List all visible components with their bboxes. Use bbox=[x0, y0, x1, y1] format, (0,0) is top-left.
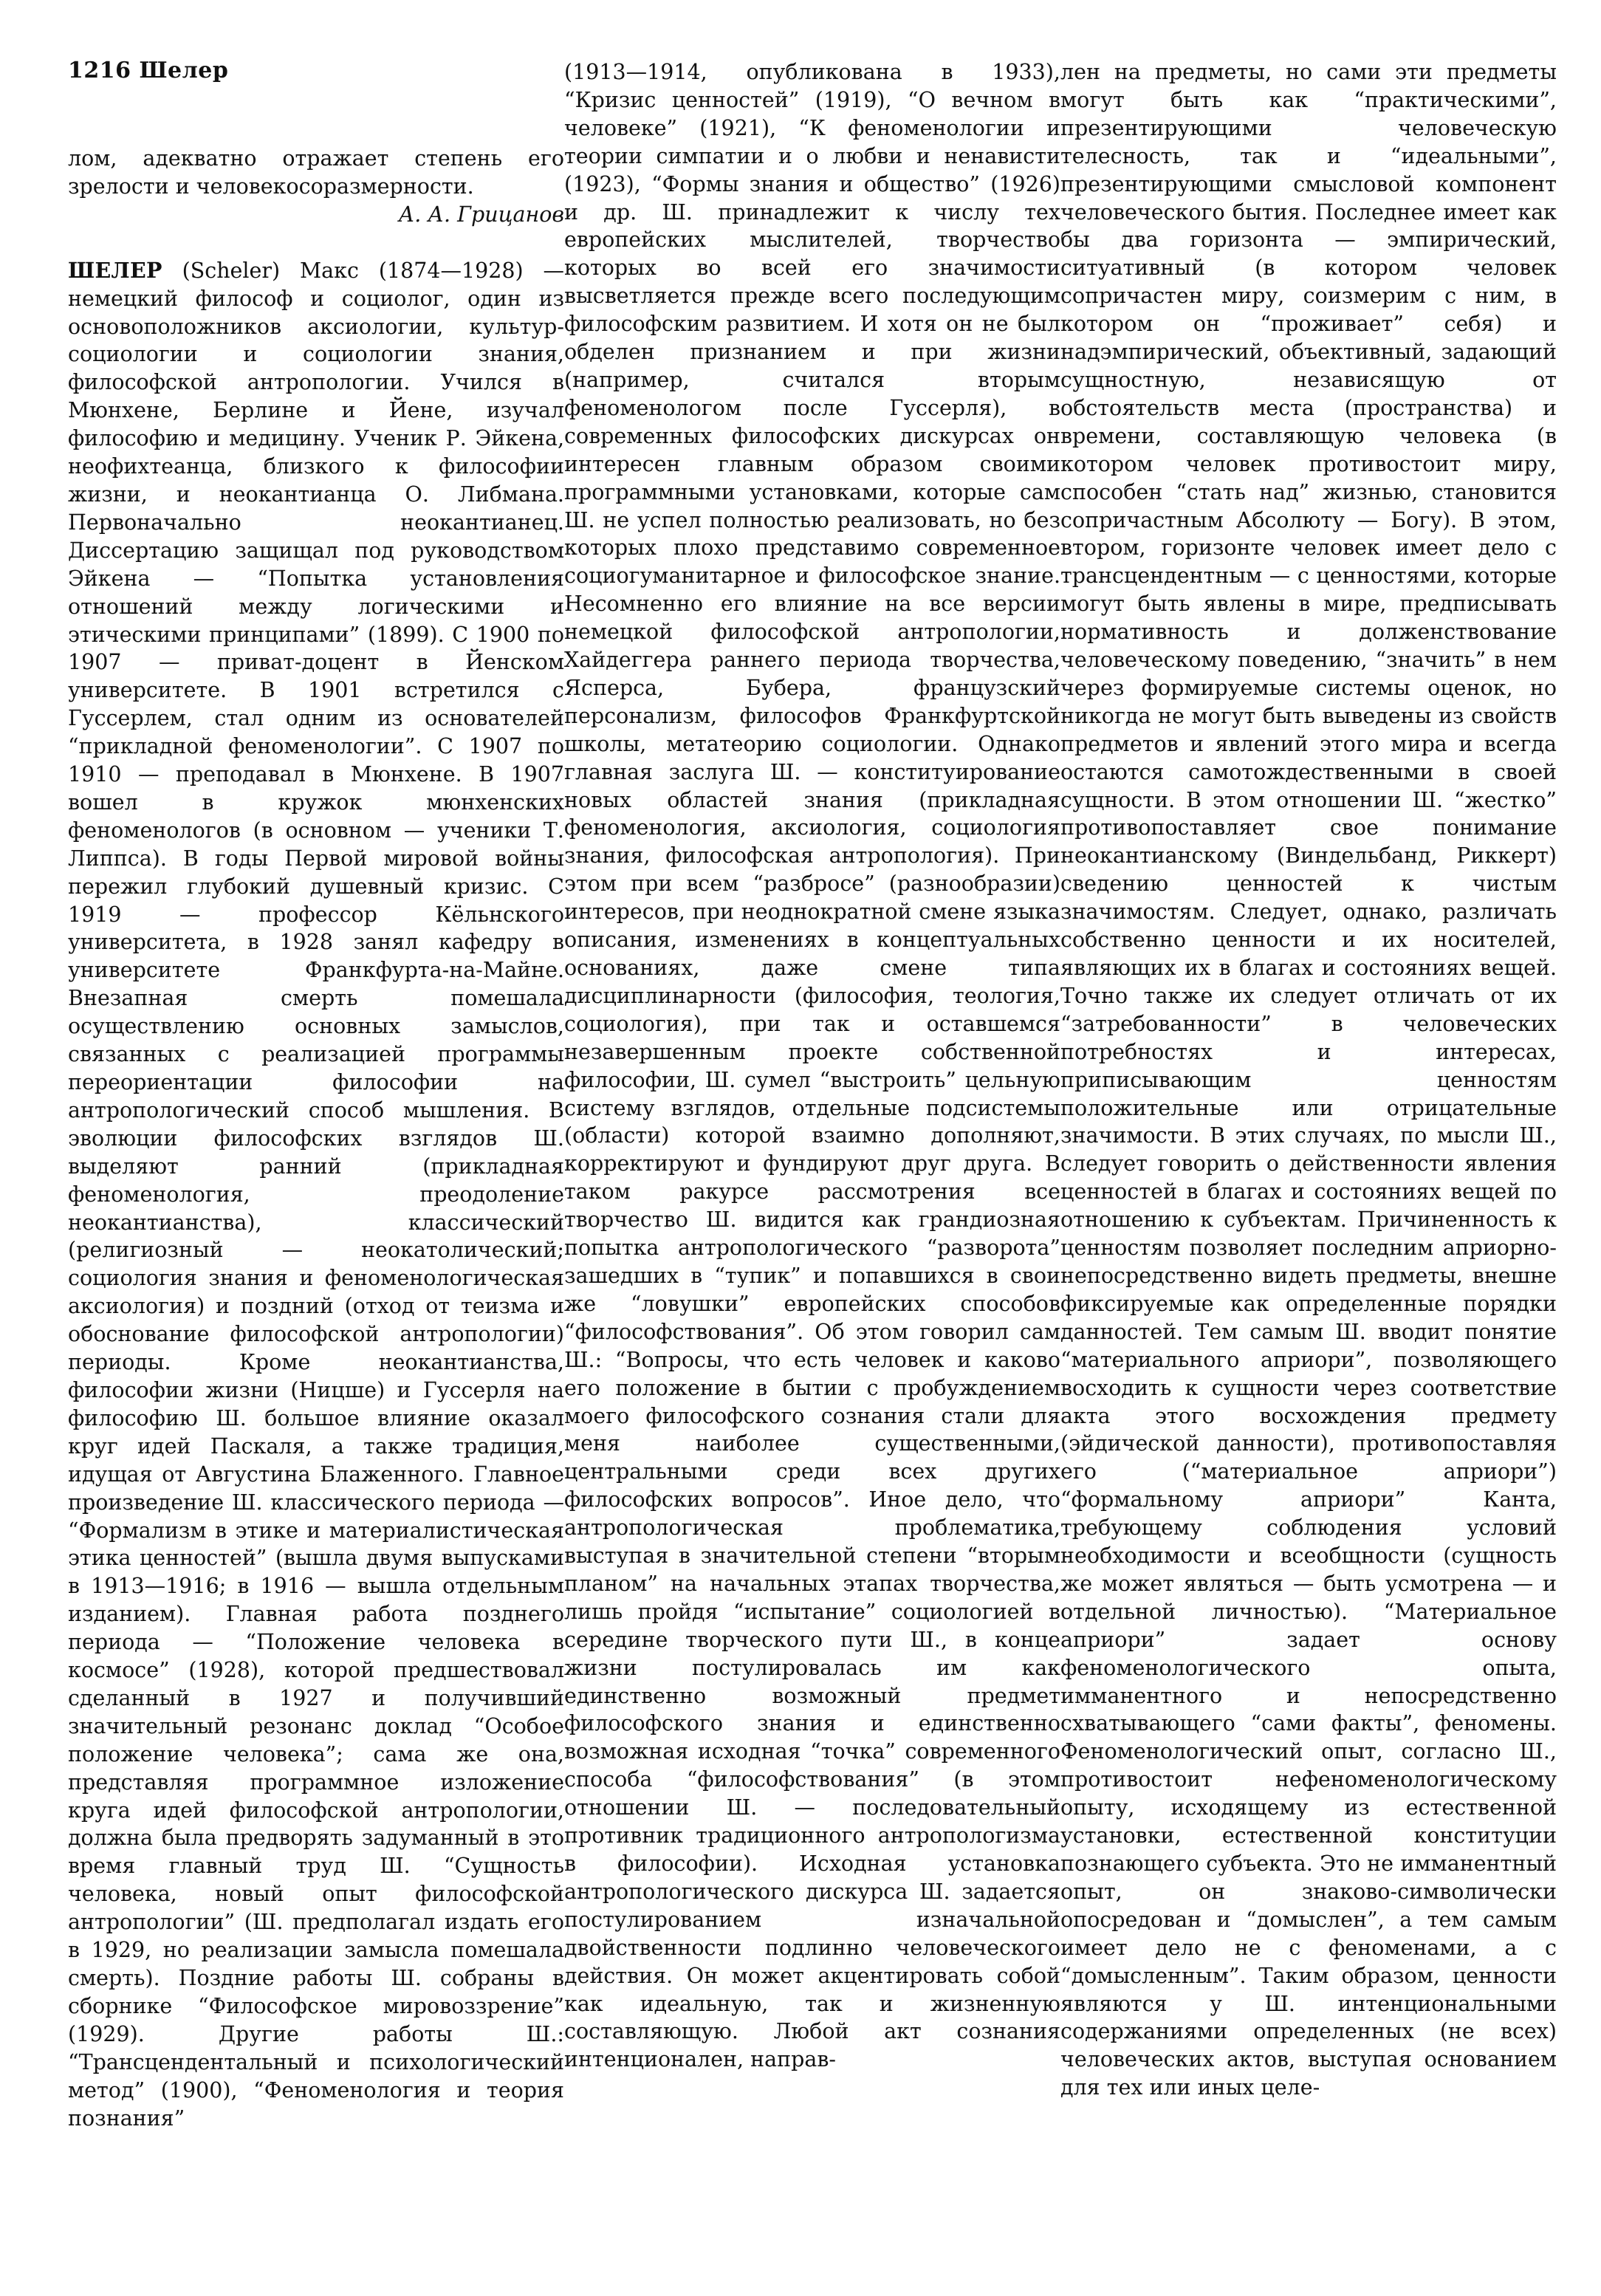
running-title: Шелер bbox=[139, 58, 229, 83]
column-left bbox=[68, 145, 564, 2132]
previous-entry-tail: лом, адекватно отражает степень его зрелости и человекосоразмерности. bbox=[68, 146, 564, 199]
running-header bbox=[68, 58, 228, 83]
entry-body-start: (Scheler) Макс (1874—1928) — немецкий философ и социолог, один из основоположников аксиологии, культур-социологии и социологии знания, философской антропологии. Учился в Мюнхене, Берлине и Йене, изучал философию и медицину. Ученик Р. Эйкена, неофихтеанца, близкого к философии жизни, и неокантианца О. Либмана. Первоначально неокантианец. Диссертацию защищал под руководством Эйкена — “Попытка установления отношений между логическими и этическими принципами” (1899). С 1900 по 1907 — приват-доцент в Йенском университете. В 1901 встретился с Гуссерлем, стал одним из основателей “прикладной феноменологии”. С 1907 по 1910 — преподавал в Мюнхене. В 1907 вошел в кружок мюнхенских феноменологов (в основном — ученики Т. Липпса). В годы Первой мировой войны пережил глубокий душевный кризис. С 1919 — профессор Кёльнского университета, в 1928 занял кафедру в университете Франкфурта-на-Майне. Внезапная смерть помешала осуществлению основных замыслов, связанных с реализацией программы переориентации философии на антропологический способ мышления. В эволюции философских взглядов Ш. выделяют ранний (прикладная феноменология, преодоление неокантианства), классический (религиозный — неокатолический; социология знания и феноменологическая аксиология) и поздний (отход от теизма и обоснование философской антропологии) периоды. Кроме неокантианства, философии жизни (Ницше) и Гуссерля на философию Ш. большое влияние оказал круг идей Паскаля, а также традиция, идущая от Августина Блаженного. Главное произведение Ш. классического периода — “Формализм в этике и материалистическая этика ценностей” (вышла двумя выпусками в 1913—1916; в 1916 — вышла отдельным изданием). Главная работа позднего периода — “Положение человека в космосе” (1928), которой предшествовал сделанный в 1927 и получивший значительный резонанс доклад “Особое положение человека”; сама же она, представляя программное изложение круга идей философской антропологии, должна была предворять задуманный в это время главный труд Ш. “Сущность человека, новый опыт философской антропологии” (Ш. предполагал издать его в 1929, но реализации замысла помешала смерть). Поздние работы Ш. собраны в сборнике “Философское мировоззрение” (1929). Другие работы Ш.: “Трансцендентальный и психологический метод” (1900), “Феноменология и теория познания” bbox=[68, 258, 564, 2131]
author-signature: А. А. Грицанов bbox=[398, 202, 564, 227]
entry-body-right: лен на предметы, но сами эти предметы могут быть как “практическими”, презентирующими человеческую телесность, так и “идеальными”, презентирующими смысловой компонент человеческого бытия. Последнее имеет как бы два горизонта — эмпирический, ситуативный (в котором человек сопричастен миру, соизмерим с ним, в котором он “проживает” себя) и надэмпирический, объективный, задающий сущностную, независящую от обстоятельств места (пространства) и времени, составляющую человека (в котором человек противостоит миру, способен “стать над” жизнью, становится сопричастным Абсолюту — Богу). В этом, втором, горизонте человек имеет дело с трансцендентным — с ценностями, которые могут быть явлены в мире, предписывать нормативность и долженствование человеческому поведению, “значить” в нем через формируемые системы оценок, но никогда не могут быть выведены из свойств предметов и явлений этого мира и всегда остаются самотождественными в своей сущности. В этом отношении Ш. “жестко” противопоставляет свое понимание неокантианскому (Виндельбанд, Риккерт) сведению ценностей к чистым значимостям. Следует, однако, различать собственно ценности и их носителей, являющих их в благах и состояниях вещей. Точно также их следует отличать от их “затребованности” в человеческих потребностях и интересах, приписывающим ценностям положительные или отрицательные значимости. В этих случаях, по мысли Ш., следует говорить о действенности явления ценностей в благах и состояниях вещей по отношению к субъектам. Причиненность к ценностям позволяет последним априорно-непосредственно видеть предметы, внешне фиксируемые как определенные порядки данностей. Тем самым Ш. вводит понятие “материального априори”, позволяющего восходить к сущности через соответствие акта этого восхождения предмету (эйдической данности), противопоставляя его (“материальное априори”) “формальному априори” Канта, требующему соблюдения условий необходимости и всеобщности (сущность же может являться — быть усмотрена — и отдельной личностью). “Материальное априори” задает основу феноменологического опыта, имманентного и непосредственно схватывающего “сами факты”, феномены. Феноменологический опыт, согласно Ш., противостоит нефеноменологическому опыту, исходящему из естественной установки, естественной конституции познающего субъекта. Это не имманентный опыт, он знаково-символически опосредован и “домыслен”, а тем самым имеет дело не с феноменами, а с “домысленным”. Таким образом, ценности являются у Ш. интенциональными содержаниями определенных (не всех) человеческих актов, выступая основанием для тех или иных целе- bbox=[1060, 60, 1557, 2100]
page-number: 1216 bbox=[68, 58, 131, 83]
entry-paragraph bbox=[68, 257, 564, 2133]
column-right bbox=[1060, 58, 1557, 2102]
column-middle bbox=[564, 58, 1060, 2074]
entry-body-middle: (1913—1914, опубликована в 1933), “Кризис ценностей” (1919), “О вечном в человеке” (1921), “К феноменологии и теории симпатии и о любви и ненависти (1923), “Формы знания и общество” (1926) и др. Ш. принадлежит к числу тех европейских мыслителей, творчество которых во всей его значимости высветляется прежде всего последующим философским развитием. И хотя он не был обделен признанием и при жизни (например, считался вторым феноменологом после Гуссерля), в современных философских дискурсах он интересен главным образом своими программными установками, которые сам Ш. не успел полностью реализовать, но без которых плохо представимо современное социогуманитарное и философское знание. Несомненно его влияние на все версии немецкой философской антропологии, Хайдеггера раннего периода творчества, Ясперса, Бубера, французский персонализм, философов Франкфуртской школы, метатеорию социологии. Однако главная заслуга Ш. — конституирование новых областей знания (прикладная феноменология, аксиология, социология знания, философская антропология). При этом при всем “разбросе” (разнообразии) интересов, при неоднократной смене языка описания, изменениях в концептуальных основаниях, даже смене типа дисциплинарности (философия, теология, социология), при так и оставшемся незавершенным проекте собственной философии, Ш. сумел “выстроить” цельную систему взглядов, отдельные подсистемы (области) которой взаимно дополняют, корректируют и фундируют друг друга. В таком ракурсе рассмотрения все творчество Ш. видится как грандиозная попытка антропологического “разворота” зашедших в “тупик” и попавшихся в свои же “ловушки” европейских способов “философствования”. Об этом говорил сам Ш.: “Вопросы, что есть человек и каково его положение в бытии с пробуждением моего философского сознания стали для меня наиболее существенными, центральными среди всех других философских вопросов”. Иное дело, что антропологическая проблематика, выступая в значительной степени “вторым планом” на начальных этапах творчества, лишь пройдя “испытание” социологией в середине творческого пути Ш., в конце жизни постулировалась им как единственно возможный предмет философского знания и единственно возможная исходная “точка” современного способа “философствования” (в этом отношении Ш. — последовательный противник традиционного антропологизма в философии). Исходная установка антропологического дискурса Ш. задается постулированием изначальной двойственности подлинно человеческого действия. Он может акцентировать собой как идеальную, так и жизненную составляющую. Любой акт сознания интенционален, направ- bbox=[564, 60, 1060, 2072]
entry-term: ШЕЛЕР bbox=[68, 257, 162, 283]
